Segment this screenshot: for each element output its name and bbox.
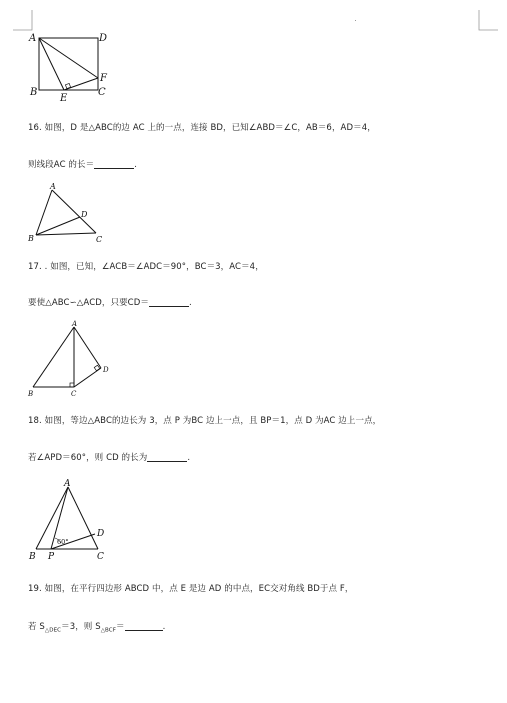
- angle-label: 60°: [57, 538, 69, 546]
- q18-line2: [28, 451, 190, 463]
- q19-line2: [28, 620, 165, 634]
- q17-line2: [28, 296, 192, 308]
- q17-line2-tail: .: [188, 298, 192, 308]
- q19-line2-eq: ＝: [116, 622, 125, 632]
- label-p: P: [48, 552, 55, 562]
- label-a: A: [72, 320, 78, 328]
- label-a: A: [29, 33, 37, 44]
- q17-line1: 17. . 如图，已知，∠ACB＝∠ADC＝90°，BC＝3，AC＝4，: [28, 262, 264, 272]
- label-c: C: [71, 390, 77, 398]
- q18-line2-tail: .: [187, 453, 191, 463]
- figure-q16-triangle: [28, 180, 110, 246]
- q16-answer-blank[interactable]: [94, 159, 134, 169]
- q19-line2-mid: ＝3，则 S: [61, 622, 101, 632]
- label-a: A: [64, 479, 71, 489]
- q17-line2-text: 要使△ABC∽△ACD，只要CD＝: [28, 298, 149, 308]
- label-b: B: [29, 552, 36, 562]
- q18-line1: 18. 如图，等边△ABC的边长为 3，点 P 为BC 边上一点，且 BP＝1，点 D 为AC 边上一点，: [28, 416, 382, 426]
- q19-sub-dec: △DEC: [44, 627, 62, 634]
- crop-mark-top-right: [478, 10, 498, 34]
- q17-answer-blank[interactable]: [149, 297, 189, 307]
- q19-line1: 19. 如图，在平行四边形 ABCD 中，点 E 是边 AD 的中点，EC交对角线 BD于点 F，: [28, 584, 354, 594]
- label-a: A: [50, 182, 56, 191]
- dot-mark: [355, 20, 356, 21]
- label-f: F: [100, 73, 107, 84]
- figure-q18-triangle: [26, 476, 116, 562]
- label-d: D: [99, 33, 108, 44]
- q16-line2: [28, 158, 137, 170]
- q18-answer-blank[interactable]: [147, 452, 187, 462]
- figure-q17-triangle: [24, 318, 116, 398]
- label-d: D: [103, 366, 109, 374]
- label-b: B: [28, 234, 34, 243]
- q19-line2-tail: .: [162, 622, 166, 632]
- label-b: B: [30, 87, 38, 98]
- q16-line2-tail: .: [134, 160, 138, 170]
- q19-sub-bcf: △BCF: [100, 627, 117, 634]
- q18-line2-text: 若∠APD＝60°，则 CD 的长为: [28, 453, 148, 463]
- figure-square: [28, 30, 108, 102]
- label-b: B: [28, 390, 34, 398]
- label-d: D: [97, 529, 105, 539]
- q16-line1: 16. 如图，D 是△ABC的边 AC 上的一点，连接 BD，已知∠ABD＝∠C，AB＝6，AD＝4，: [28, 123, 376, 133]
- q16-line2-text: 则线段AC 的长＝: [28, 160, 95, 170]
- label-c: C: [97, 552, 104, 562]
- label-d: D: [81, 210, 88, 219]
- label-c: C: [98, 87, 106, 98]
- q19-answer-blank[interactable]: [125, 621, 163, 631]
- q19-line2-start: 若 S: [28, 622, 45, 632]
- label-c: C: [96, 235, 103, 244]
- label-e: E: [60, 93, 68, 102]
